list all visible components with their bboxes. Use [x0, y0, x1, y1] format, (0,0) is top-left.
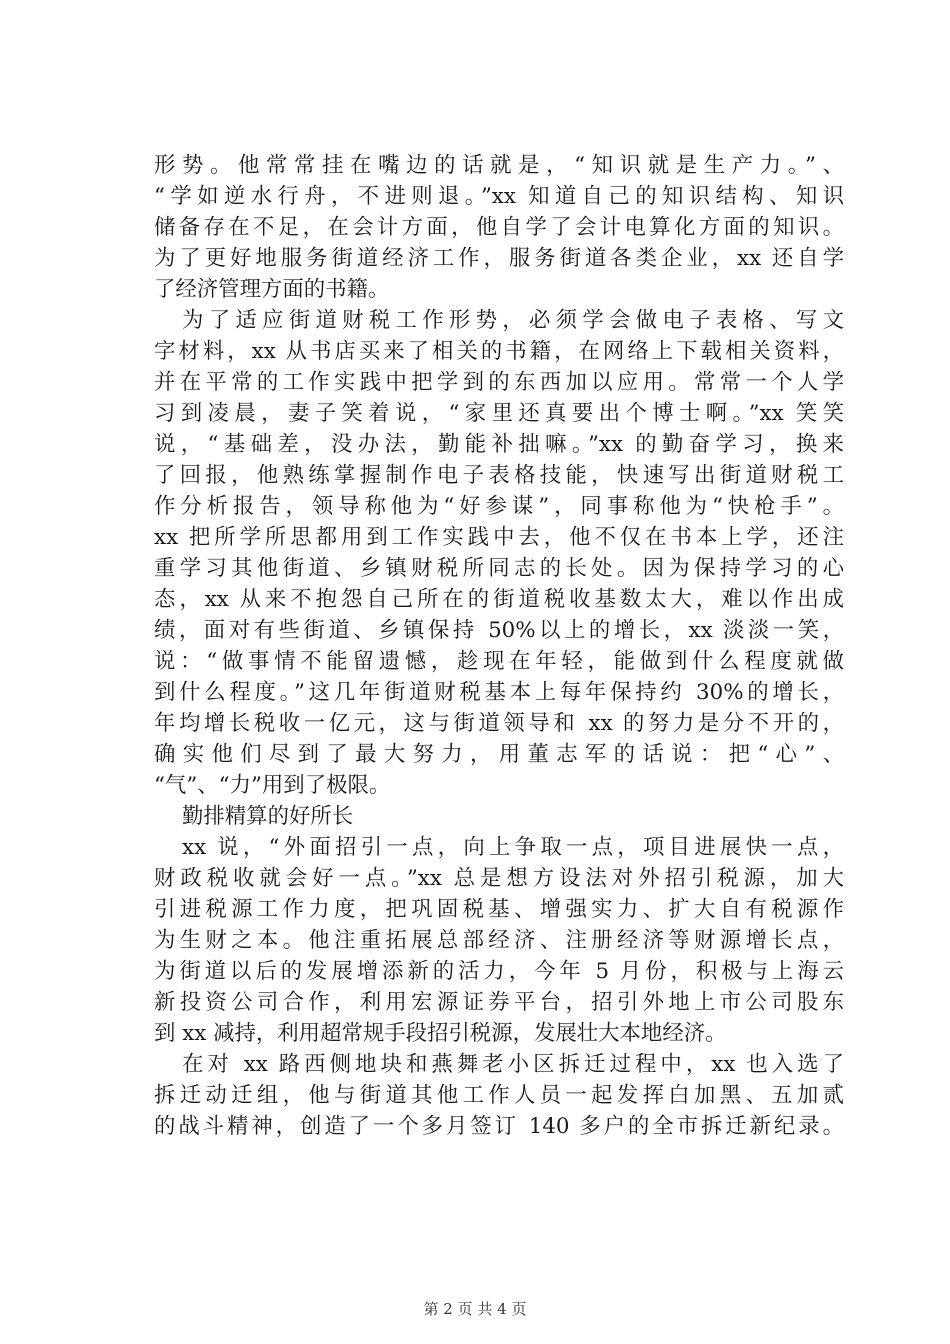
text-line: 重学习其他街道、乡镇财税所同志的长处。因为保持学习的心	[154, 556, 844, 581]
text-line: 字材料，xx 从书店买来了相关的书籍，在网络上下载相关资料，	[154, 339, 844, 364]
document-body	[154, 150, 844, 1142]
section-heading: 勤排精算的好所长	[182, 804, 354, 829]
text-line: 新投资公司合作，利用宏源证券平台，招引外地上市公司股东	[154, 990, 844, 1015]
text-line: 为街道以后的发展增添新的活力，今年 5 月份，积极与上海云	[154, 959, 844, 984]
text-line: 绩，面对有些街道、乡镇保持 50%以上的增长，xx 淡淡一笑，	[154, 618, 844, 643]
text-line: 到 xx 减持，利用超常规手段招引税源，发展壮大本地经济。	[154, 1021, 727, 1046]
text-line: 了经济管理方面的书籍。	[154, 277, 390, 302]
text-line: 并在平常的工作实践中把学到的东西加以应用。常常一个人学	[154, 370, 844, 395]
page-footer	[0, 1299, 950, 1319]
text-line: 引进税源工作力度，把巩固税基、增强实力、扩大自有税源作	[154, 897, 844, 922]
text-line: “学如逆水行舟，不进则退。”xx 知道自己的知识结构、知识	[154, 184, 844, 209]
text-line: 习到凌晨，妻子笑着说，“家里还真要出个博士啊。”xx 笑笑	[154, 401, 844, 426]
text-line: 说，“基础差，没办法，勤能补拙嘛。”xx 的勤奋学习，换来	[154, 432, 844, 457]
text-line: 拆迁动迁组，他与街道其他工作人员一起发挥白加黑、五加贰	[154, 1083, 844, 1108]
text-line: “气”、“力”用到了极限。	[154, 773, 391, 798]
paragraph-first-line: xx 说，“外面招引一点，向上争取一点，项目进展快一点，	[182, 835, 844, 860]
text-line: 储备存在不足，在会计方面，他自学了会计电算化方面的知识。	[154, 215, 844, 240]
text-line: 态，xx 从来不抱怨自己所在的街道税收基数太大，难以作出成	[154, 587, 844, 612]
text-line: 作分析报告，领导称他为“好参谋”，同事称他为“快枪手”。	[154, 494, 844, 519]
text-line: 形势。他常常挂在嘴边的话就是，“知识就是生产力。”、	[154, 153, 844, 178]
text-line: 财政税收就会好一点。”xx 总是想方设法对外招引税源，加大	[154, 866, 844, 891]
text-line: 说：“做事情不能留遗憾，趁现在年轻，能做到什么程度就做	[154, 649, 844, 674]
text-line: 确实他们尽到了最大努力，用董志军的话说：把“心”、	[154, 742, 844, 767]
text-line: 了回报，他熟练掌握制作电子表格技能，快速写出街道财税工	[154, 463, 844, 488]
text-line: 为生财之本。他注重拓展总部经济、注册经济等财源增长点，	[154, 928, 844, 953]
paragraph-first-line: 在对 xx 路西侧地块和燕舞老小区拆迁过程中，xx 也入选了	[182, 1052, 844, 1077]
text-line: 的战斗精神，创造了一个多月签订 140 多户的全市拆迁新纪录。	[154, 1114, 844, 1139]
page-number: 第 2 页 共 4 页	[423, 1300, 527, 1318]
text-line: 为了更好地服务街道经济工作，服务街道各类企业，xx 还自学	[154, 246, 844, 271]
paragraph-first-line: 为了适应街道财税工作形势，必须学会做电子表格、写文	[182, 308, 844, 333]
text-line: 年均增长税收一亿元，这与街道领导和 xx 的努力是分不开的，	[154, 711, 844, 736]
text-line: xx 把所学所思都用到工作实践中去，他不仅在书本上学，还注	[154, 525, 844, 550]
text-line: 到什么程度。”这几年街道财税基本上每年保持约 30%的增长，	[154, 680, 844, 705]
